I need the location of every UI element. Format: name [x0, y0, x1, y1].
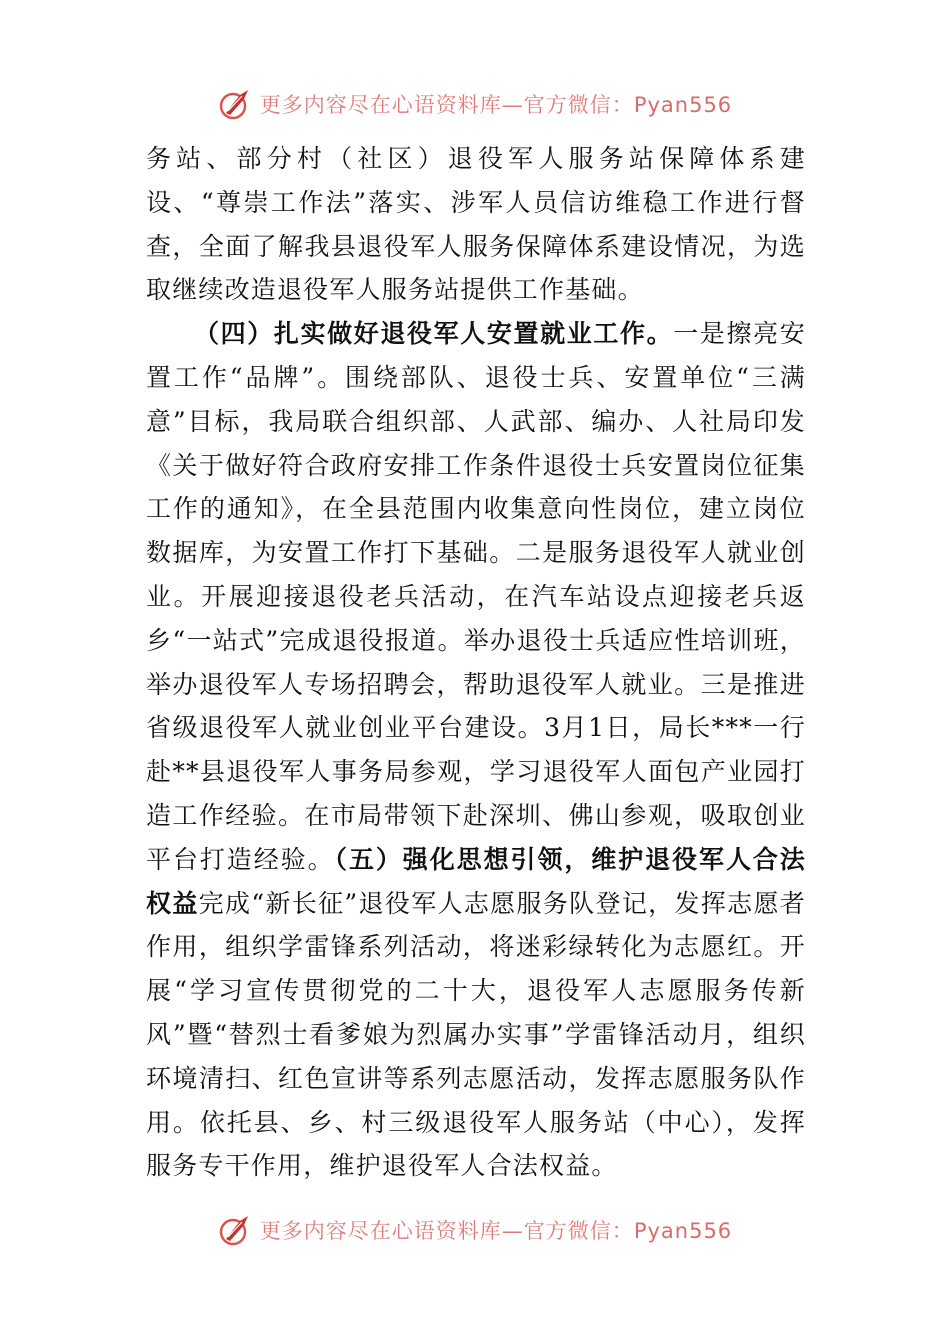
quill-pen-seal-icon	[218, 87, 252, 121]
paragraph-continued: 务站、部分村（社区）退役军人服务站保障体系建设、“尊崇工作法”落实、涉军人员信访维稳工作进行督查，全面了解我县退役军人服务保障体系建设情况，为选取继续改造退役军人服务站提供工作基础。	[146, 144, 806, 305]
watermark-header	[0, 82, 950, 126]
section-body-five: 完成“新长征”退役军人志愿服务队登记，发挥志愿者作用，组织学雷锋系列活动，将迷彩绿转化为志愿红。开展“学习宣传贯彻党的二十大，退役军人志愿服务传新风”暨“替烈士看爹娘为烈属办实事”学雷锋活动月，组织环境清扫、红色宣讲等系列志愿活动，发挥志愿服务队作用。依托县、乡、村三级退役军人服务站（中心），发挥服务专干作用，维护退役军人合法权益。	[146, 888, 806, 1181]
quill-pen-seal-icon	[218, 1213, 252, 1247]
watermark-handle: Pyan556	[633, 93, 733, 117]
section-body-four: 一是擦亮安置工作“品牌”。围绕部队、退役士兵、安置单位“三满意”目标，我局联合组织部、人武部、编办、人社局印发《关于做好符合政府安排工作条件退役士兵安置岗位征集工作的通知》，在全县范围内收集意向性岗位，建立岗位数据库，为安置工作打下基础。二是服务退役军人就业创业。开展迎接退役老兵活动，在汽车站设点迎接老兵返乡“一站式”完成退役报道。举办退役士兵适应性培训班，举办退役军人专场招聘会，帮助退役军人就业。三是推进省级退役军人就业创业平台建设。3月1日，局长***一行赴**县退役军人事务局参观，学习退役军人面包产业园打造工作经验。在市局带领下赴深圳、佛山参观，吸取创业平台打造经验。	[146, 319, 806, 874]
watermark-text: 更多内容尽在心语资料库—官方微信：Pyan556	[259, 1219, 733, 1243]
watermark-handle: Pyan556	[633, 1219, 733, 1243]
watermark-footer	[0, 1208, 950, 1252]
document-body	[146, 137, 806, 1188]
paragraph-section-four	[146, 312, 806, 1188]
section-heading-four: （四）扎实做好退役军人安置就业工作。	[194, 319, 674, 349]
section-heading-five: （五）强化思想引领，维护退役军人合法权益	[146, 844, 807, 918]
watermark-text: 更多内容尽在心语资料库—官方微信：Pyan556	[259, 93, 733, 117]
